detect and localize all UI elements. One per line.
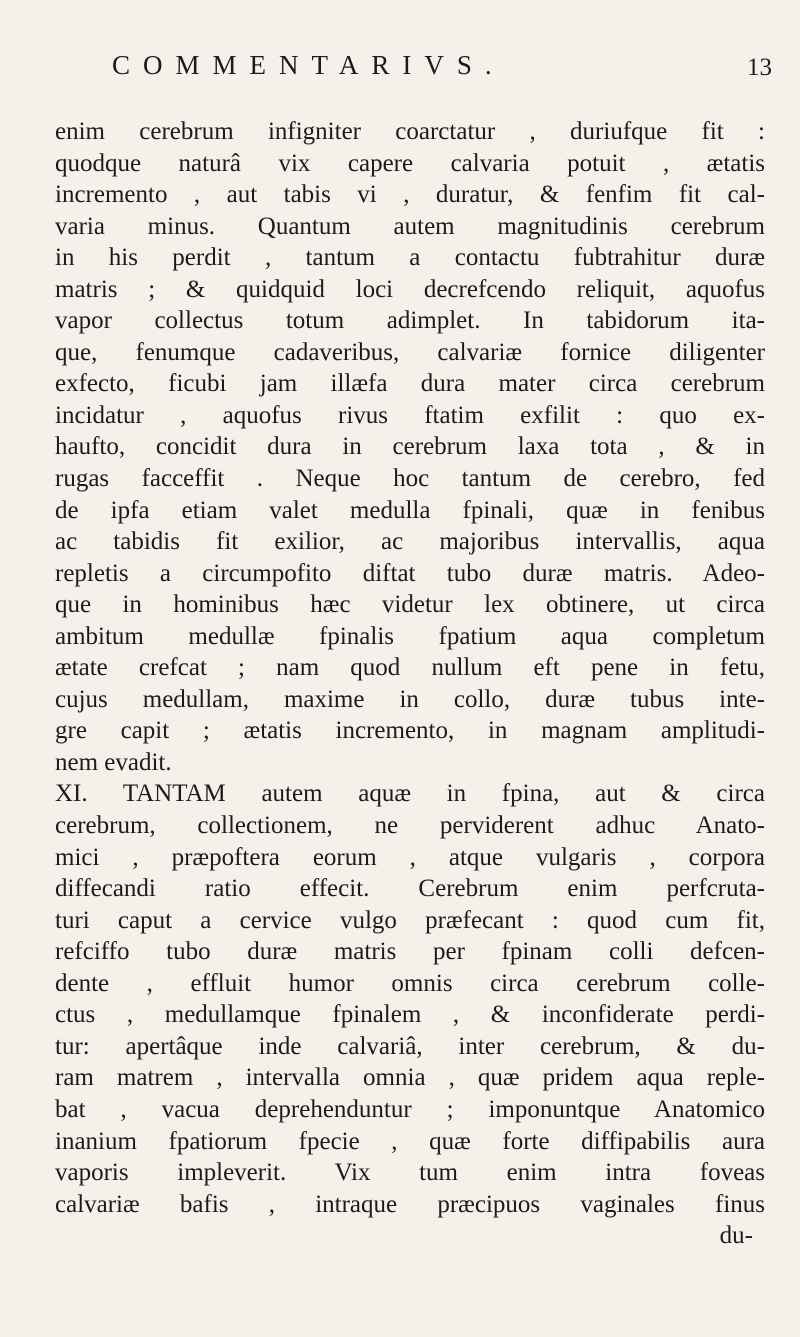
text-line: incidatur , aquofus rivus ftatim exfilit : quo ex-: [55, 401, 765, 429]
text-line: quodque naturâ vix capere calvaria potuit , ætatis: [55, 149, 765, 177]
text-line: refciffo tubo duræ matris per fpinam colli defcen-: [55, 938, 765, 966]
page-number: 13: [747, 54, 772, 81]
text-line: de ipfa etiam valet medulla fpinali, quæ in fenibus: [55, 496, 765, 524]
text-line: vapor collectus totum adimplet. In tabidorum ita-: [55, 307, 765, 335]
text-line: calvariæ bafis , intraque præcipuos vaginales finus: [55, 1190, 765, 1218]
text-line: que, fenumque cadaveribus, calvariæ fornice diligenter: [55, 338, 765, 366]
text-line: repletis a circumpofito diftat tubo duræ matris. Adeo-: [55, 559, 765, 587]
text-line: nem evadit.: [55, 748, 172, 776]
text-line: inanium fpatiorum fpecie , quæ forte diffipabilis aura: [55, 1127, 765, 1155]
text-line: enim cerebrum infigniter coarctatur , duriufque fit :: [55, 118, 765, 145]
text-line: mici , præpoftera eorum , atque vulgaris , corpora: [55, 843, 765, 871]
text-line: dente , effluit humor omnis circa cerebrum colle-: [55, 969, 765, 997]
text-line: incremento , aut tabis vi , duratur, & fenfim fit cal-: [55, 181, 765, 209]
catchword: du-: [719, 1222, 753, 1250]
text-line: ætate crefcat ; nam quod nullum eft pene in fetu,: [55, 654, 765, 682]
text-line: ac tabidis fit exilior, ac majoribus intervallis, aqua: [55, 528, 765, 556]
running-head: [112, 50, 792, 90]
body-text: [55, 116, 765, 1252]
text-line: haufto, concidit dura in cerebrum laxa tota , & in: [55, 433, 765, 461]
text-line: rugas facceffit . Neque hoc tantum de cerebro, fed: [55, 465, 765, 493]
text-line: bat , vacua deprehenduntur ; imponuntque Anatomico: [55, 1095, 765, 1123]
text-line: gre capit ; ætatis incremento, in magnam amplitudi-: [55, 717, 765, 745]
text-line: exfecto, ficubi jam illæfa dura mater circa cerebrum: [55, 370, 765, 398]
text-line: cujus medullam, maxime in collo, duræ tubus inte-: [55, 685, 765, 713]
text-line: ctus , medullamque fpinalem , & inconfiderate perdi-: [55, 1001, 765, 1029]
running-title: COMMENTARIVS.: [112, 50, 505, 80]
text-line: ram matrem , intervalla omnia , quæ pridem aqua reple-: [55, 1064, 765, 1092]
text-line: vaporis impleverit. Vix tum enim intra foveas: [55, 1159, 765, 1187]
text-line: diffecandi ratio effecit. Cerebrum enim perfcruta-: [55, 875, 765, 903]
section-start-line: XI. TANTAM autem aquæ in fpina, aut & circa: [55, 780, 765, 808]
text-line: tur: apertâque inde calvariâ, inter cerebrum, & du-: [55, 1032, 765, 1060]
text-line: in his perdit , tantum a contactu fubtrahitur duræ: [55, 244, 765, 272]
text-line: varia minus. Quantum autem magnitudinis cerebrum: [55, 212, 765, 240]
text-line: turi caput a cervice vulgo præfecant : quod cum fit,: [55, 906, 765, 934]
text-line: que in hominibus hæc videtur lex obtinere, ut circa: [55, 591, 765, 619]
text-line: matris ; & quidquid loci decrefcendo reliquit, aquofus: [55, 275, 765, 303]
text-line: ambitum medullæ fpinalis fpatium aqua completum: [55, 622, 765, 650]
text-line: cerebrum, collectionem, ne perviderent adhuc Anato-: [55, 812, 765, 840]
